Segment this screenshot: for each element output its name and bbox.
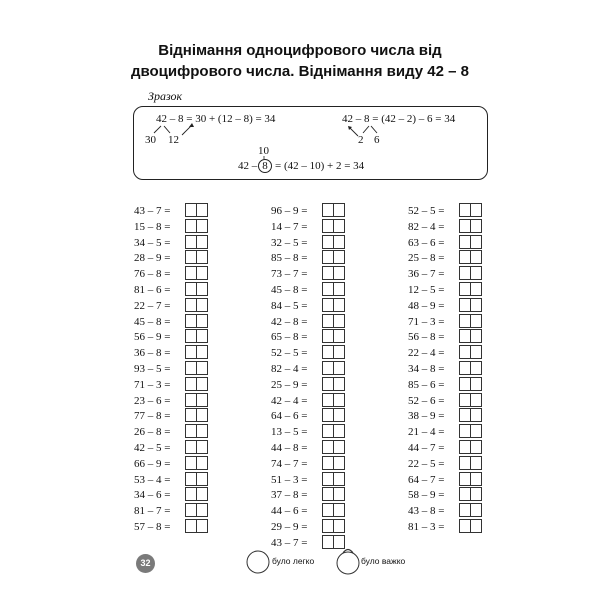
exercise-expression: 23 – 6 = bbox=[134, 394, 171, 407]
answer-boxes bbox=[459, 503, 481, 517]
sample-eq1-part-b: 12 bbox=[168, 134, 179, 146]
answer-cell-ones[interactable] bbox=[333, 266, 345, 280]
hard-label: було важко bbox=[361, 556, 406, 566]
answer-boxes bbox=[185, 519, 207, 533]
exercise-expression: 22 – 5 = bbox=[408, 457, 445, 470]
exercise-expression: 34 – 5 = bbox=[134, 236, 171, 249]
exercise-expression: 84 – 5 = bbox=[271, 299, 308, 312]
answer-cell-ones[interactable] bbox=[333, 377, 345, 391]
answer-cell-ones[interactable] bbox=[333, 456, 345, 470]
exercise-expression: 52 – 5 = bbox=[408, 205, 445, 217]
answer-boxes bbox=[459, 393, 481, 407]
answer-cell-ones[interactable] bbox=[470, 314, 482, 328]
answer-cell-ones[interactable] bbox=[333, 408, 345, 422]
answer-boxes bbox=[185, 440, 207, 454]
answer-boxes bbox=[322, 503, 344, 517]
answer-boxes bbox=[459, 282, 481, 296]
answer-boxes bbox=[322, 487, 344, 501]
answer-boxes bbox=[322, 329, 344, 343]
answer-cell-ones[interactable] bbox=[196, 235, 208, 249]
answer-cell-ones[interactable] bbox=[196, 250, 208, 264]
exercise-expression: 43 – 8 = bbox=[408, 505, 445, 518]
answer-boxes bbox=[185, 456, 207, 470]
exercise-expression: 52 – 6 = bbox=[408, 394, 445, 407]
exercise-expression: 71 – 3 = bbox=[134, 378, 171, 391]
exercise-expression: 64 – 7 = bbox=[408, 473, 445, 486]
answer-cell-ones[interactable] bbox=[333, 472, 345, 486]
answer-boxes bbox=[459, 408, 481, 422]
answer-boxes bbox=[322, 250, 344, 264]
exercise-expression: 74 – 7 = bbox=[271, 457, 308, 470]
answer-boxes bbox=[185, 377, 207, 391]
answer-cell-ones[interactable] bbox=[470, 472, 482, 486]
answer-cell-ones[interactable] bbox=[196, 377, 208, 391]
answer-cell-ones[interactable] bbox=[470, 487, 482, 501]
answer-boxes bbox=[459, 345, 481, 359]
answer-boxes bbox=[322, 361, 344, 375]
exercise-expression: 22 – 7 = bbox=[134, 299, 171, 312]
sample-label: Зразок bbox=[148, 89, 183, 103]
answer-cell-ones[interactable] bbox=[333, 503, 345, 517]
answer-boxes bbox=[185, 203, 207, 217]
answer-cell-ones[interactable] bbox=[196, 203, 208, 217]
answer-cell-ones[interactable] bbox=[470, 329, 482, 343]
answer-boxes bbox=[322, 408, 344, 422]
answer-cell-ones[interactable] bbox=[333, 329, 345, 343]
exercise-expression: 82 – 4 = bbox=[271, 363, 308, 375]
answer-cell-ones[interactable] bbox=[333, 424, 345, 438]
exercise-expression: 37 – 8 = bbox=[271, 489, 308, 502]
answer-cell-ones[interactable] bbox=[196, 266, 208, 280]
exercise-expression: 51 – 3 = bbox=[271, 473, 308, 486]
exercise-expression: 56 – 8 = bbox=[408, 331, 445, 344]
exercise-expression: 81 – 7 = bbox=[134, 505, 171, 518]
answer-cell-ones[interactable] bbox=[470, 424, 482, 438]
exercise-expression: 38 – 9 = bbox=[408, 410, 445, 423]
exercise-expression: 45 – 8 = bbox=[271, 284, 308, 296]
answer-boxes bbox=[185, 266, 207, 280]
answer-boxes bbox=[185, 345, 207, 359]
answer-boxes bbox=[322, 472, 344, 486]
answer-cell-ones[interactable] bbox=[470, 235, 482, 249]
exercise-expression: 34 – 8 = bbox=[408, 363, 445, 375]
answer-boxes bbox=[322, 424, 344, 438]
answer-boxes bbox=[322, 298, 344, 312]
answer-cell-ones[interactable] bbox=[196, 314, 208, 328]
answer-boxes bbox=[322, 314, 344, 328]
title-line-1: Віднімання одноцифрового числа від bbox=[158, 42, 442, 59]
answer-boxes bbox=[322, 440, 344, 454]
answer-cell-ones[interactable] bbox=[470, 377, 482, 391]
answer-boxes bbox=[322, 519, 344, 533]
exercise-expression: 96 – 9 = bbox=[271, 205, 308, 217]
answer-cell-ones[interactable] bbox=[196, 282, 208, 296]
sample-eq3-circled-digit: 8 bbox=[258, 159, 272, 173]
exercise-expression: 77 – 8 = bbox=[134, 410, 171, 423]
answer-boxes bbox=[459, 519, 481, 533]
answer-boxes bbox=[322, 266, 344, 280]
answer-boxes bbox=[459, 440, 481, 454]
answer-cell-ones[interactable] bbox=[333, 219, 345, 233]
hard-weight-icon bbox=[333, 545, 363, 577]
answer-boxes bbox=[459, 472, 481, 486]
answer-cell-ones[interactable] bbox=[333, 440, 345, 454]
exercise-expression: 44 – 6 = bbox=[271, 505, 308, 518]
exercise-expression: 43 – 7 = bbox=[271, 536, 308, 549]
answer-boxes bbox=[322, 219, 344, 233]
answer-cell-ones[interactable] bbox=[196, 393, 208, 407]
answer-cell-ones[interactable] bbox=[470, 361, 482, 375]
answer-cell-ones[interactable] bbox=[196, 456, 208, 470]
exercise-expression: 26 – 8 = bbox=[134, 426, 171, 439]
answer-boxes bbox=[185, 329, 207, 343]
answer-boxes bbox=[185, 282, 207, 296]
answer-boxes bbox=[322, 456, 344, 470]
exercise-expression: 29 – 9 = bbox=[271, 521, 308, 533]
answer-boxes bbox=[322, 235, 344, 249]
exercise-expression: 45 – 8 = bbox=[134, 315, 171, 328]
exercise-expression: 64 – 6 = bbox=[271, 410, 308, 423]
answer-cell-ones[interactable] bbox=[333, 487, 345, 501]
answer-boxes bbox=[185, 393, 207, 407]
exercise-expression: 42 – 5 = bbox=[134, 442, 171, 454]
exercise-expression: 76 – 8 = bbox=[134, 268, 171, 281]
answer-boxes bbox=[185, 235, 207, 249]
answer-boxes bbox=[322, 203, 344, 217]
exercise-expression: 81 – 6 = bbox=[134, 284, 171, 296]
answer-boxes bbox=[459, 456, 481, 470]
exercise-expression: 14 – 7 = bbox=[271, 220, 308, 233]
exercise-expression: 42 – 4 = bbox=[271, 394, 308, 407]
answer-cell-ones[interactable] bbox=[470, 298, 482, 312]
exercise-expression: 15 – 8 = bbox=[134, 220, 171, 233]
answer-boxes bbox=[185, 503, 207, 517]
sample-eq2-part-b: 6 bbox=[374, 134, 380, 146]
answer-cell-ones[interactable] bbox=[470, 503, 482, 517]
exercise-expression: 42 – 8 = bbox=[271, 315, 308, 328]
answer-boxes bbox=[322, 282, 344, 296]
exercise-expression: 13 – 5 = bbox=[271, 426, 308, 439]
exercise-expression: 48 – 9 = bbox=[408, 299, 445, 312]
answer-boxes bbox=[185, 314, 207, 328]
exercise-expression: 21 – 4 = bbox=[408, 426, 445, 439]
answer-cell-ones[interactable] bbox=[333, 203, 345, 217]
answer-boxes bbox=[459, 250, 481, 264]
answer-boxes bbox=[322, 393, 344, 407]
answer-boxes bbox=[459, 219, 481, 233]
answer-boxes bbox=[185, 250, 207, 264]
exercise-expression: 85 – 8 = bbox=[271, 252, 308, 265]
sample-eq3-suffix: = (42 – 10) + 2 = 34 bbox=[275, 160, 365, 172]
answer-cell-ones[interactable] bbox=[470, 393, 482, 407]
answer-boxes bbox=[459, 203, 481, 217]
exercise-expression: 28 – 9 = bbox=[134, 252, 171, 265]
answer-cell-ones[interactable] bbox=[333, 282, 345, 296]
sample-eq3-top-number: 10 bbox=[258, 145, 269, 157]
answer-boxes bbox=[185, 298, 207, 312]
answer-cell-ones[interactable] bbox=[470, 219, 482, 233]
answer-cell-ones[interactable] bbox=[333, 361, 345, 375]
sample-eq1-part-a: 30 bbox=[145, 134, 156, 146]
answer-boxes bbox=[459, 329, 481, 343]
exercise-expression: 36 – 8 = bbox=[134, 347, 171, 360]
answer-boxes bbox=[185, 219, 207, 233]
exercise-expression: 44 – 7 = bbox=[408, 442, 445, 454]
answer-cell-ones[interactable] bbox=[196, 503, 208, 517]
exercise-expression: 73 – 7 = bbox=[271, 268, 308, 281]
exercise-expression: 44 – 8 = bbox=[271, 442, 308, 454]
exercise-expression: 25 – 8 = bbox=[408, 252, 445, 265]
exercise-expression: 32 – 5 = bbox=[271, 236, 308, 249]
answer-cell-ones[interactable] bbox=[470, 203, 482, 217]
answer-boxes bbox=[459, 298, 481, 312]
sample-eq2-part-a: 2 bbox=[358, 134, 364, 146]
answer-cell-ones[interactable] bbox=[196, 361, 208, 375]
answer-boxes bbox=[185, 408, 207, 422]
answer-cell-ones[interactable] bbox=[196, 408, 208, 422]
exercise-expression: 25 – 9 = bbox=[271, 378, 308, 391]
answer-boxes bbox=[459, 314, 481, 328]
answer-boxes bbox=[459, 235, 481, 249]
exercise-expression: 12 – 5 = bbox=[408, 284, 445, 296]
exercise-expression: 81 – 3 = bbox=[408, 521, 445, 533]
answer-cell-ones[interactable] bbox=[196, 487, 208, 501]
answer-cell-ones[interactable] bbox=[470, 456, 482, 470]
answer-cell-ones[interactable] bbox=[470, 266, 482, 280]
answer-boxes bbox=[459, 266, 481, 280]
exercise-expression: 22 – 4 = bbox=[408, 347, 445, 360]
answer-boxes bbox=[322, 345, 344, 359]
answer-cell-ones[interactable] bbox=[470, 440, 482, 454]
answer-boxes bbox=[322, 377, 344, 391]
exercise-expression: 43 – 7 = bbox=[134, 205, 171, 217]
exercise-expression: 52 – 5 = bbox=[271, 347, 308, 360]
answer-cell-ones[interactable] bbox=[470, 345, 482, 359]
page-number: 32 bbox=[136, 554, 155, 573]
answer-cell-ones[interactable] bbox=[333, 235, 345, 249]
answer-cell-ones[interactable] bbox=[196, 440, 208, 454]
exercise-expression: 71 – 3 = bbox=[408, 315, 445, 328]
answer-cell-ones[interactable] bbox=[196, 298, 208, 312]
answer-cell-ones[interactable] bbox=[196, 219, 208, 233]
answer-cell-ones[interactable] bbox=[470, 282, 482, 296]
exercise-expression: 66 – 9 = bbox=[134, 457, 171, 470]
title-line-2: двоцифрового числа. Віднімання виду 42 – 8 bbox=[130, 63, 470, 80]
answer-boxes bbox=[459, 424, 481, 438]
sample-equation-1: 42 – 8 = 30 + (12 – 8) = 34 bbox=[156, 113, 276, 125]
page-title bbox=[0, 40, 600, 82]
answer-cell-ones[interactable] bbox=[196, 519, 208, 533]
easy-label: було легко bbox=[272, 556, 315, 566]
answer-cell-ones[interactable] bbox=[196, 329, 208, 343]
answer-boxes bbox=[459, 377, 481, 391]
exercise-expression: 85 – 6 = bbox=[408, 378, 445, 391]
easy-weight-icon bbox=[244, 547, 274, 577]
answer-cell-ones[interactable] bbox=[196, 345, 208, 359]
answer-cell-ones[interactable] bbox=[333, 345, 345, 359]
answer-boxes bbox=[185, 361, 207, 375]
exercise-expression: 93 – 5 = bbox=[134, 363, 171, 375]
sample-equation-2: 42 – 8 = (42 – 2) – 6 = 34 bbox=[342, 113, 456, 125]
exercise-expression: 58 – 9 = bbox=[408, 489, 445, 502]
answer-boxes bbox=[459, 487, 481, 501]
answer-boxes bbox=[185, 472, 207, 486]
exercise-expression: 36 – 7 = bbox=[408, 268, 445, 281]
sample-box bbox=[133, 106, 488, 180]
answer-cell-ones[interactable] bbox=[333, 314, 345, 328]
answer-cell-ones[interactable] bbox=[196, 424, 208, 438]
sample-eq3-prefix: 42 – bbox=[238, 160, 258, 172]
answer-cell-ones[interactable] bbox=[333, 519, 345, 533]
answer-boxes bbox=[459, 361, 481, 375]
exercise-expression: 53 – 4 = bbox=[134, 473, 171, 486]
answer-cell-ones[interactable] bbox=[470, 408, 482, 422]
answer-cell-ones[interactable] bbox=[333, 393, 345, 407]
answer-cell-ones[interactable] bbox=[333, 298, 345, 312]
exercise-expression: 56 – 9 = bbox=[134, 331, 171, 344]
answer-cell-ones[interactable] bbox=[333, 250, 345, 264]
exercise-expression: 57 – 8 = bbox=[134, 521, 171, 533]
answer-cell-ones[interactable] bbox=[470, 519, 482, 533]
exercise-expression: 82 – 4 = bbox=[408, 220, 445, 233]
answer-cell-ones[interactable] bbox=[196, 472, 208, 486]
exercise-expression: 65 – 8 = bbox=[271, 331, 308, 344]
answer-cell-ones[interactable] bbox=[470, 250, 482, 264]
exercise-expression: 34 – 6 = bbox=[134, 489, 171, 502]
exercise-expression: 63 – 6 = bbox=[408, 236, 445, 249]
answer-boxes bbox=[185, 487, 207, 501]
answer-boxes bbox=[185, 424, 207, 438]
